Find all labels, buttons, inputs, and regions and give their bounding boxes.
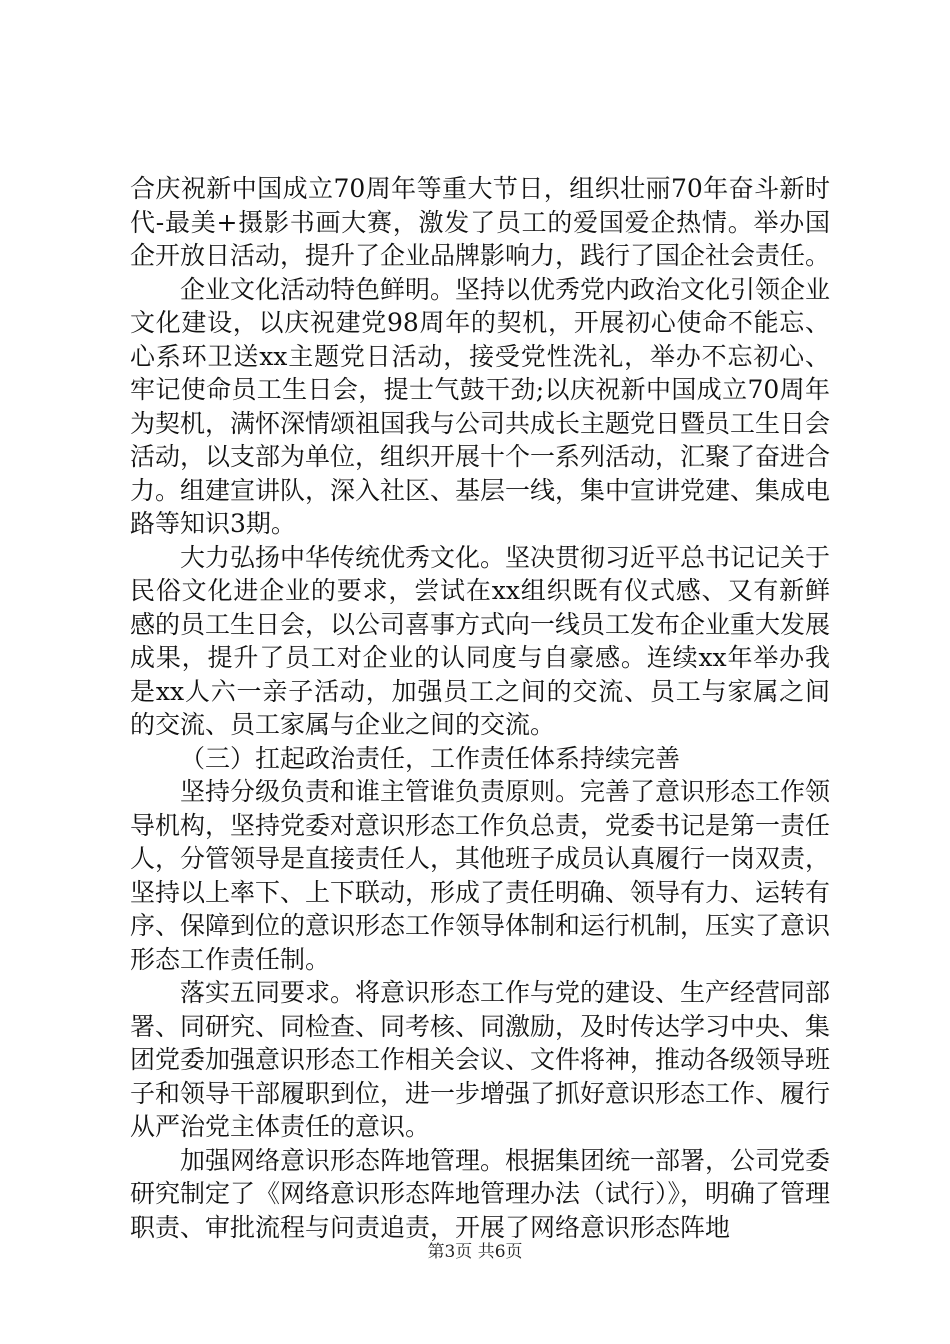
paragraph-network-management: 加强网络意识形态阵地管理。根据集团统一部署，公司党委研究制定了《网络意识形态阵地管理办法（试行）》，明确了管理职责、审批流程与问责追责，开展了网络意识形态阵地: [130, 1145, 831, 1242]
section-heading: （三）扛起政治责任，工作责任体系持续完善: [180, 743, 681, 773]
document-body: [130, 172, 830, 1244]
paragraph-corporate-culture: 企业文化活动特色鲜明。坚持以优秀党内政治文化引领企业文化建设，以庆祝建党98周年的契机，开展初心使命不能忘、心系环卫送xx主题党日活动，接受党性洗礼，举办不忘初心、牢记使命员工生日会，提士气鼓干劲;以庆祝新中国成立70周年为契机，满怀深情颂祖国我与公司共成长主题党日暨员工生日会活动，以支部为单位，组织开展十个一系列活动，汇聚了奋进合力。组建宣讲队，深入社区、基层一线，集中宣讲党建、集成电路等知识3期。: [130, 274, 831, 538]
page-number-footer: 第3页 共6页: [427, 1242, 523, 1262]
paragraph-continuation: 合庆祝新中国成立70周年等重大节日，组织壮丽70年奋斗新时代-最美+摄影书画大赛，激发了员工的爱国爱企热情。举办国企开放日活动，提升了企业品牌影响力，践行了国企社会责任。: [130, 174, 831, 270]
paragraph-five-requirements: 落实五同要求。将意识形态工作与党的建设、生产经营同部署、同研究、同检查、同考核、同激励，及时传达学习中央、集团党委加强意识形态工作相关会议、文件将神，推动各级领导班子和领导干部履职到位，进一步增强了抓好意识形态工作、履行从严治党主体责任的意识。: [130, 978, 831, 1141]
paragraph-responsibility: 坚持分级负责和谁主管谁负责原则。完善了意识形态工作领导机构，坚持党委对意识形态工作负总责，党委书记是第一责任人，分管领导是直接责任人，其他班子成员认真履行一岗双责，坚持以上率下、上下联动，形成了责任明确、领导有力、运转有序、保障到位的意识形态工作领导体制和运行机制，压实了意识形态工作责任制。: [130, 777, 831, 974]
paragraph-traditional-culture: 大力弘扬中华传统优秀文化。坚决贯彻习近平总书记记关于民俗文化进企业的要求，尝试在xx组织既有仪式感、又有新鲜感的员工生日会，以公司喜事方式向一线员工发布企业重大发展成果，提升了员工对企业的认同度与自豪感。连续xx年举办我是xx人六一亲子活动，加强员工之间的交流、员工与家属之间的交流、员工家属与企业之间的交流。: [130, 542, 831, 739]
